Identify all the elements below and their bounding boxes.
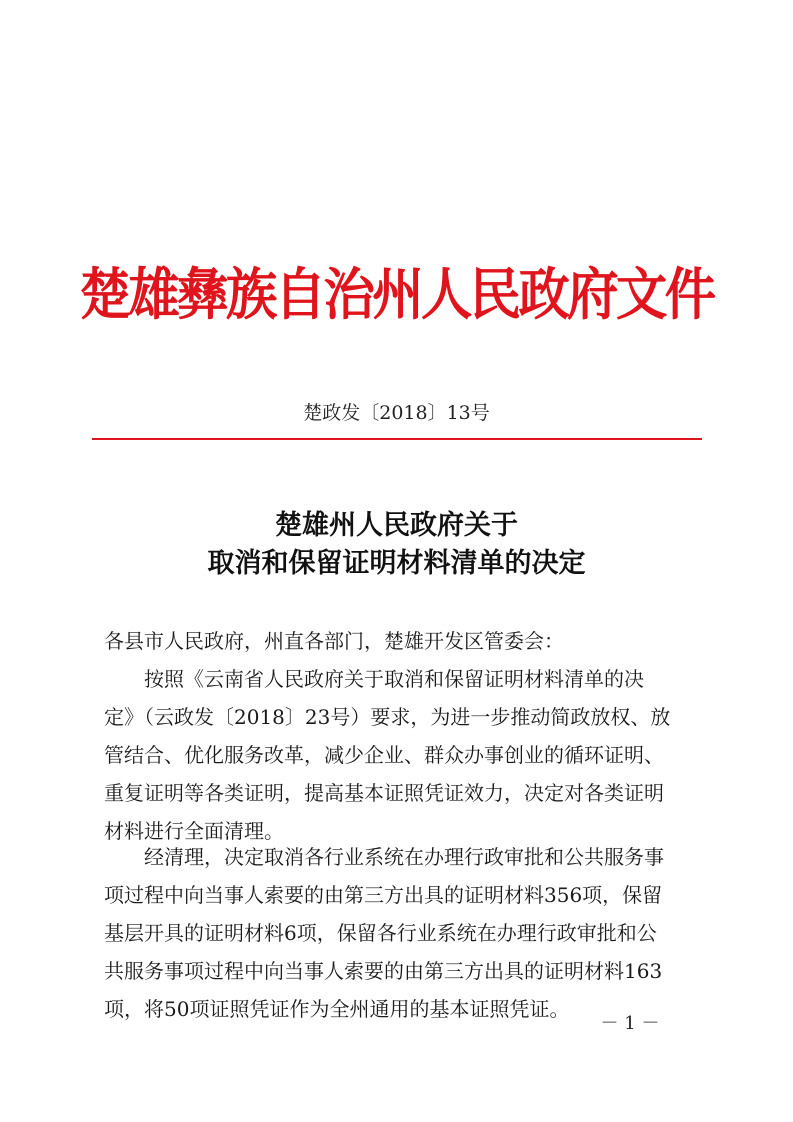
paragraph-1-line: 重复证明等各类证明，提高基本证照凭证效力，决定对各类证明 bbox=[104, 781, 664, 805]
masthead-title: 楚雄彝族自治州人民政府文件 bbox=[79, 263, 714, 328]
paragraph-1-line: 管结合、优化服务改革，减少企业、群众办事创业的循环证明、 bbox=[104, 743, 664, 767]
paragraph-1-line: 材料进行全面清理。 bbox=[104, 819, 284, 843]
page-number: － 1 － bbox=[600, 1013, 660, 1034]
document-number: 楚政发〔2018〕13号 bbox=[303, 402, 490, 424]
document-title-line-1: 楚雄州人民政府关于 bbox=[275, 510, 518, 541]
paragraph-2 bbox=[104, 838, 704, 1028]
salutation: 各县市人民政府，州直各部门，楚雄开发区管委会： bbox=[104, 629, 564, 653]
paragraph-1-line: 按照《云南省人民政府关于取消和保留证明材料清单的决 bbox=[144, 667, 644, 691]
paragraph-1 bbox=[104, 660, 704, 850]
paragraph-2-line: 共服务事项过程中向当事人索要的由第三方出具的证明材料163 bbox=[104, 959, 663, 983]
paragraph-2-line: 项，将50项证照凭证作为全州通用的基本证照凭证。 bbox=[104, 997, 570, 1021]
paragraph-2-line: 经清理，决定取消各行业系统在办理行政审批和公共服务事 bbox=[144, 845, 664, 869]
paragraph-2-line: 项过程中向当事人索要的由第三方出具的证明材料356项，保留 bbox=[104, 883, 663, 907]
document-title-line-2: 取消和保留证明材料清单的决定 bbox=[207, 548, 586, 579]
paragraph-1-line: 定》（云政发〔2018〕23号）要求，为进一步推动简政放权、放 bbox=[104, 705, 671, 729]
red-divider-line bbox=[92, 438, 702, 440]
paragraph-2-line: 基层开具的证明材料6项，保留各行业系统在办理行政审批和公 bbox=[104, 921, 657, 945]
